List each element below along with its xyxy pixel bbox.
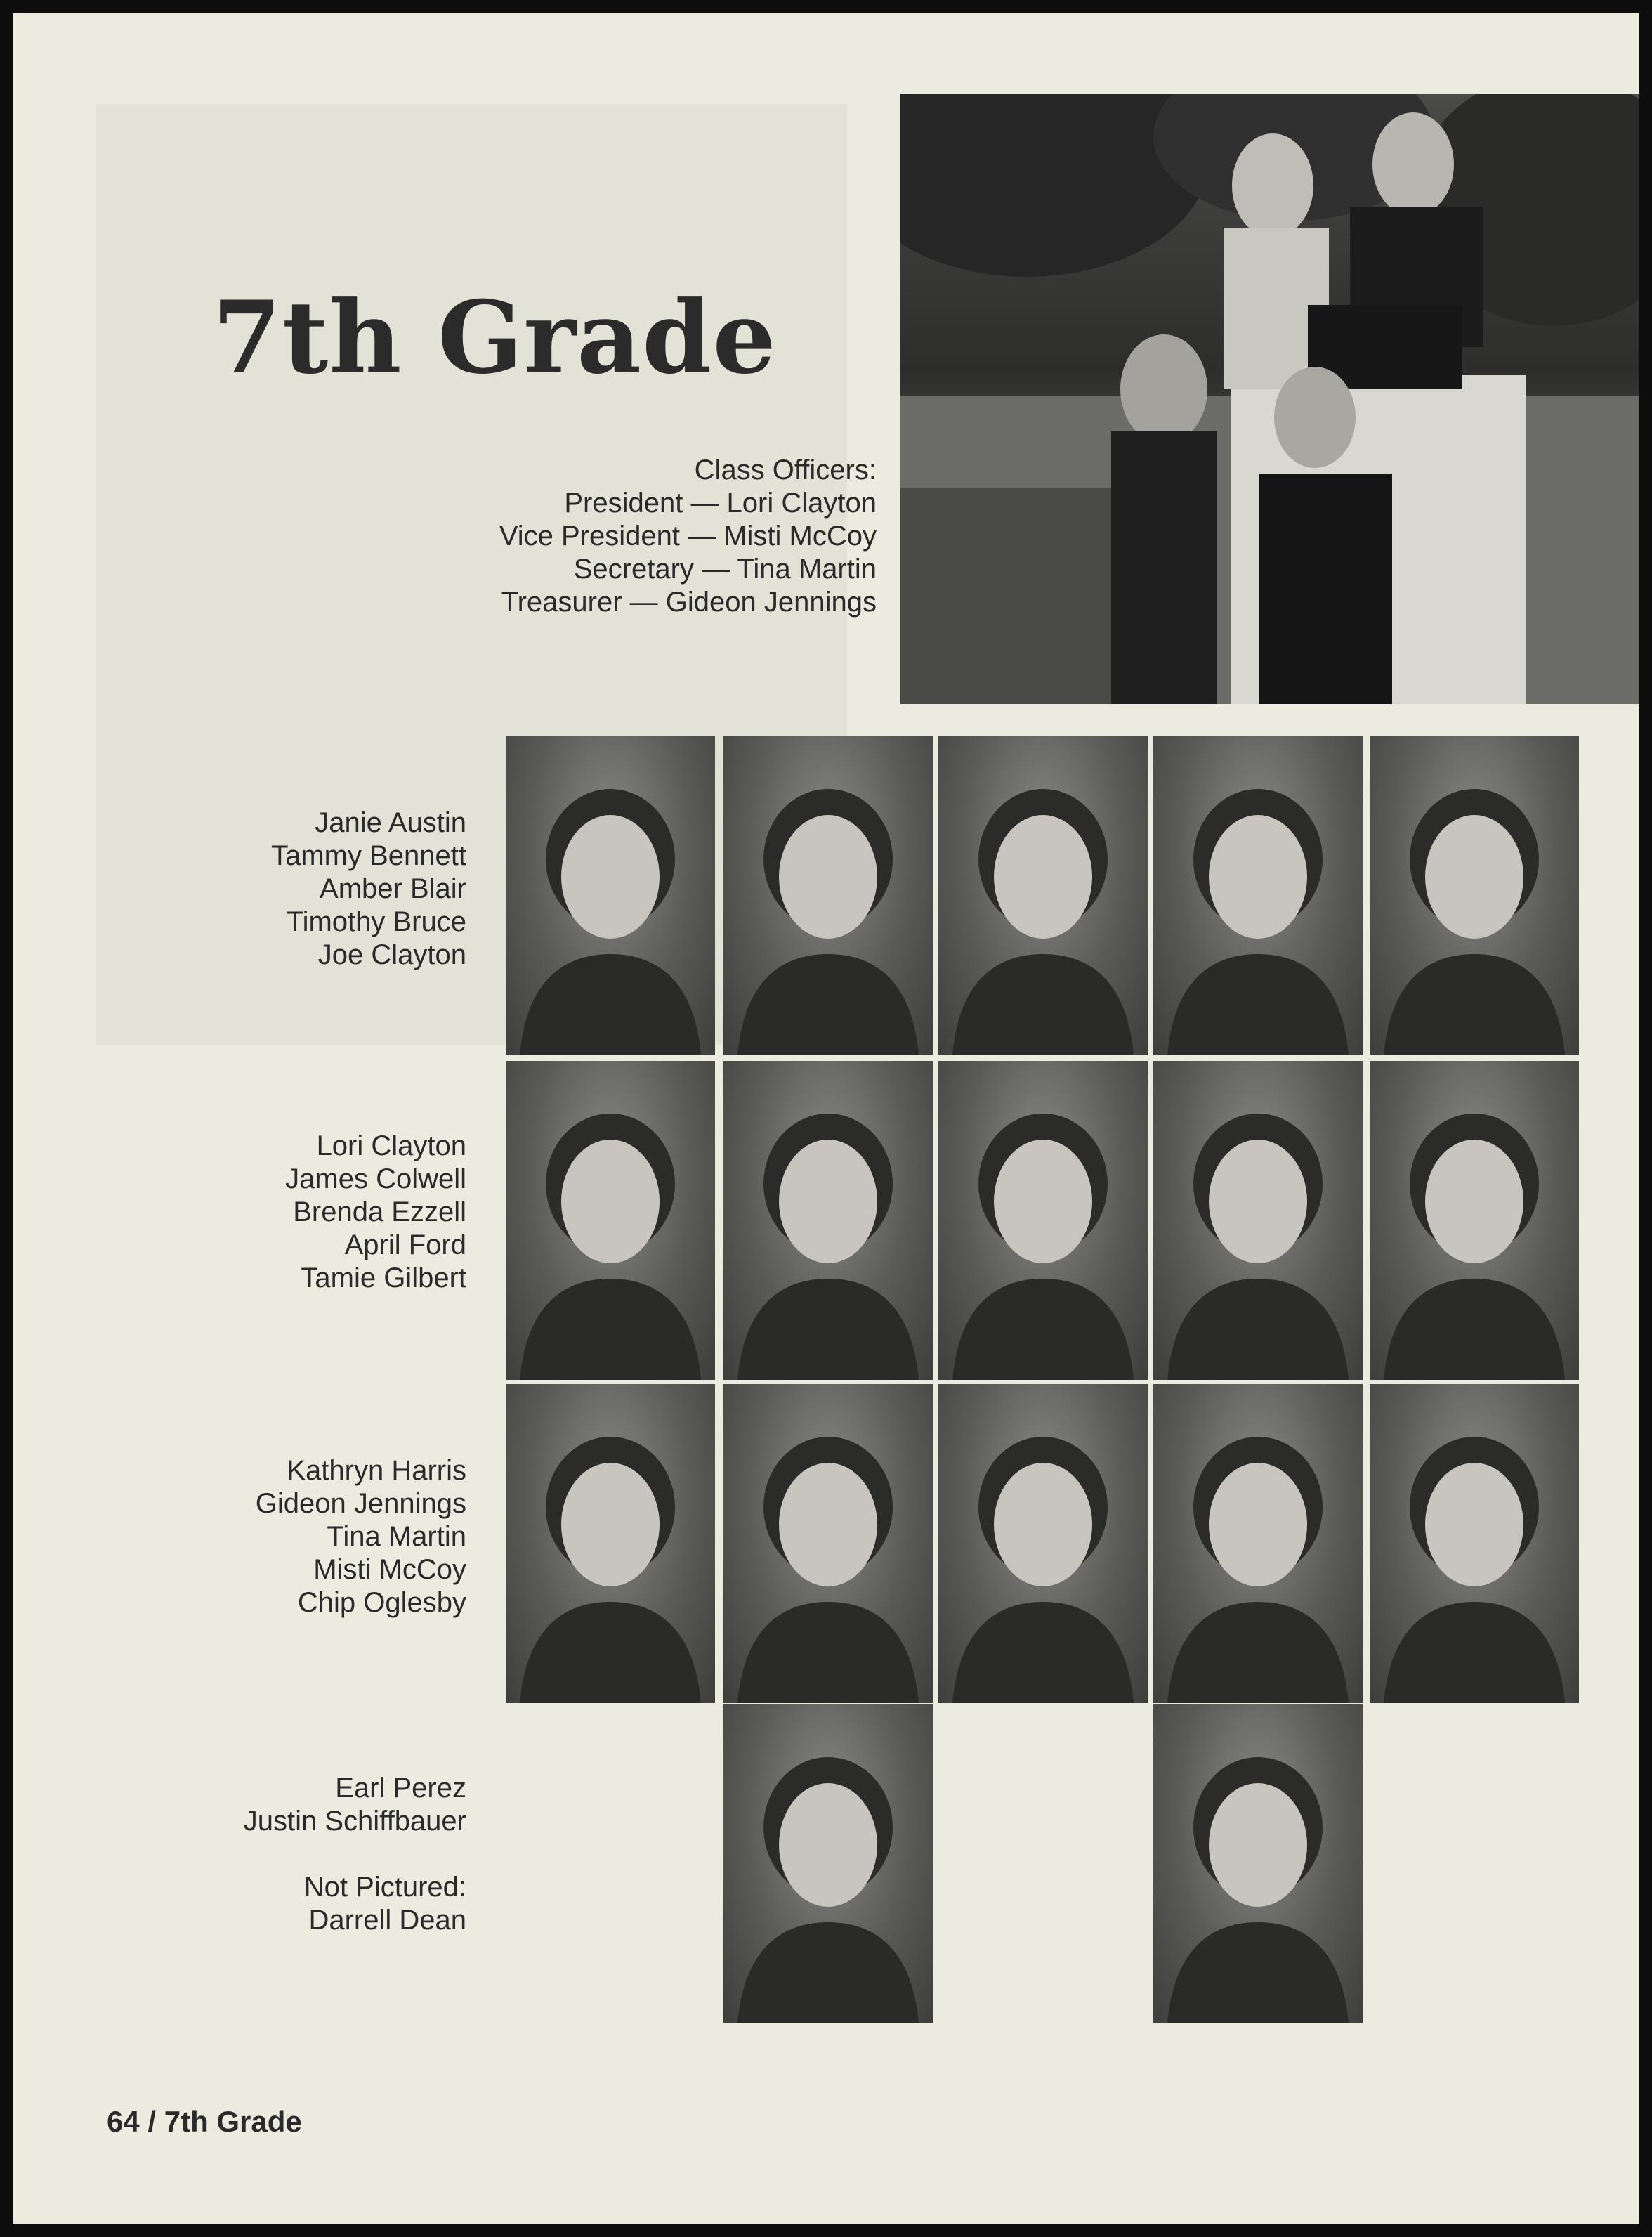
student-portrait: [938, 736, 1148, 1055]
row-3-names: [256, 1454, 466, 1619]
class-officers: [406, 454, 877, 619]
student-portrait: [1153, 1061, 1363, 1380]
student-portrait: [1153, 1704, 1363, 2023]
student-name: Tamie Gilbert: [301, 1263, 466, 1293]
student-name: Tina Martin: [327, 1521, 466, 1552]
row-4-names: [244, 1772, 466, 1937]
student-portrait: [1153, 736, 1363, 1055]
student-name: Chip Oglesby: [297, 1587, 466, 1618]
student-portrait: [723, 1061, 933, 1380]
student-portrait: [938, 1384, 1148, 1703]
row-1-names: [271, 807, 466, 972]
student-portrait: [723, 736, 933, 1055]
officer-treasurer: Treasurer — Gideon Jennings: [501, 587, 877, 618]
student-name: Misti McCoy: [313, 1554, 466, 1585]
student-portrait: [506, 736, 715, 1055]
student-name: Justin Schiffbauer: [243, 1806, 466, 1837]
student-portrait: [1370, 1384, 1579, 1703]
row-2-names: [285, 1130, 466, 1295]
student-portrait: [1370, 1061, 1579, 1380]
student-name: Darrell Dean: [308, 1905, 466, 1936]
student-name: Gideon Jennings: [255, 1488, 466, 1519]
officer-secretary: Secretary — Tina Martin: [573, 554, 877, 585]
student-portrait: [506, 1384, 715, 1703]
student-name: Janie Austin: [315, 807, 466, 838]
not-pictured-label: Not Pictured:: [303, 1872, 466, 1903]
student-name: Tammy Bennett: [271, 840, 466, 871]
officer-vice-president: Vice President — Misti McCoy: [499, 521, 877, 552]
student-name: April Ford: [344, 1230, 466, 1260]
class-officers-photo: [900, 94, 1639, 704]
student-name: Earl Perez: [335, 1773, 466, 1804]
student-portrait: [1370, 736, 1579, 1055]
student-name: James Colwell: [285, 1163, 466, 1194]
yearbook-page: [13, 13, 1639, 2224]
officer-president: President — Lori Clayton: [564, 488, 877, 519]
student-name: Kathryn Harris: [287, 1455, 466, 1486]
officers-title: Class Officers:: [694, 455, 877, 485]
page-footer: 64 / 7th Grade: [107, 2105, 302, 2138]
student-portrait: [723, 1704, 933, 2023]
page-title: 7th Grade: [212, 280, 777, 396]
student-portrait: [723, 1384, 933, 1703]
student-name: Joe Clayton: [317, 939, 466, 970]
student-name: Brenda Ezzell: [293, 1196, 466, 1227]
student-portrait: [1153, 1384, 1363, 1703]
student-name: Lori Clayton: [316, 1130, 466, 1161]
student-portrait: [506, 1061, 715, 1380]
student-name: Amber Blair: [320, 873, 466, 904]
student-portrait: [938, 1061, 1148, 1380]
student-name: Timothy Bruce: [286, 906, 466, 937]
